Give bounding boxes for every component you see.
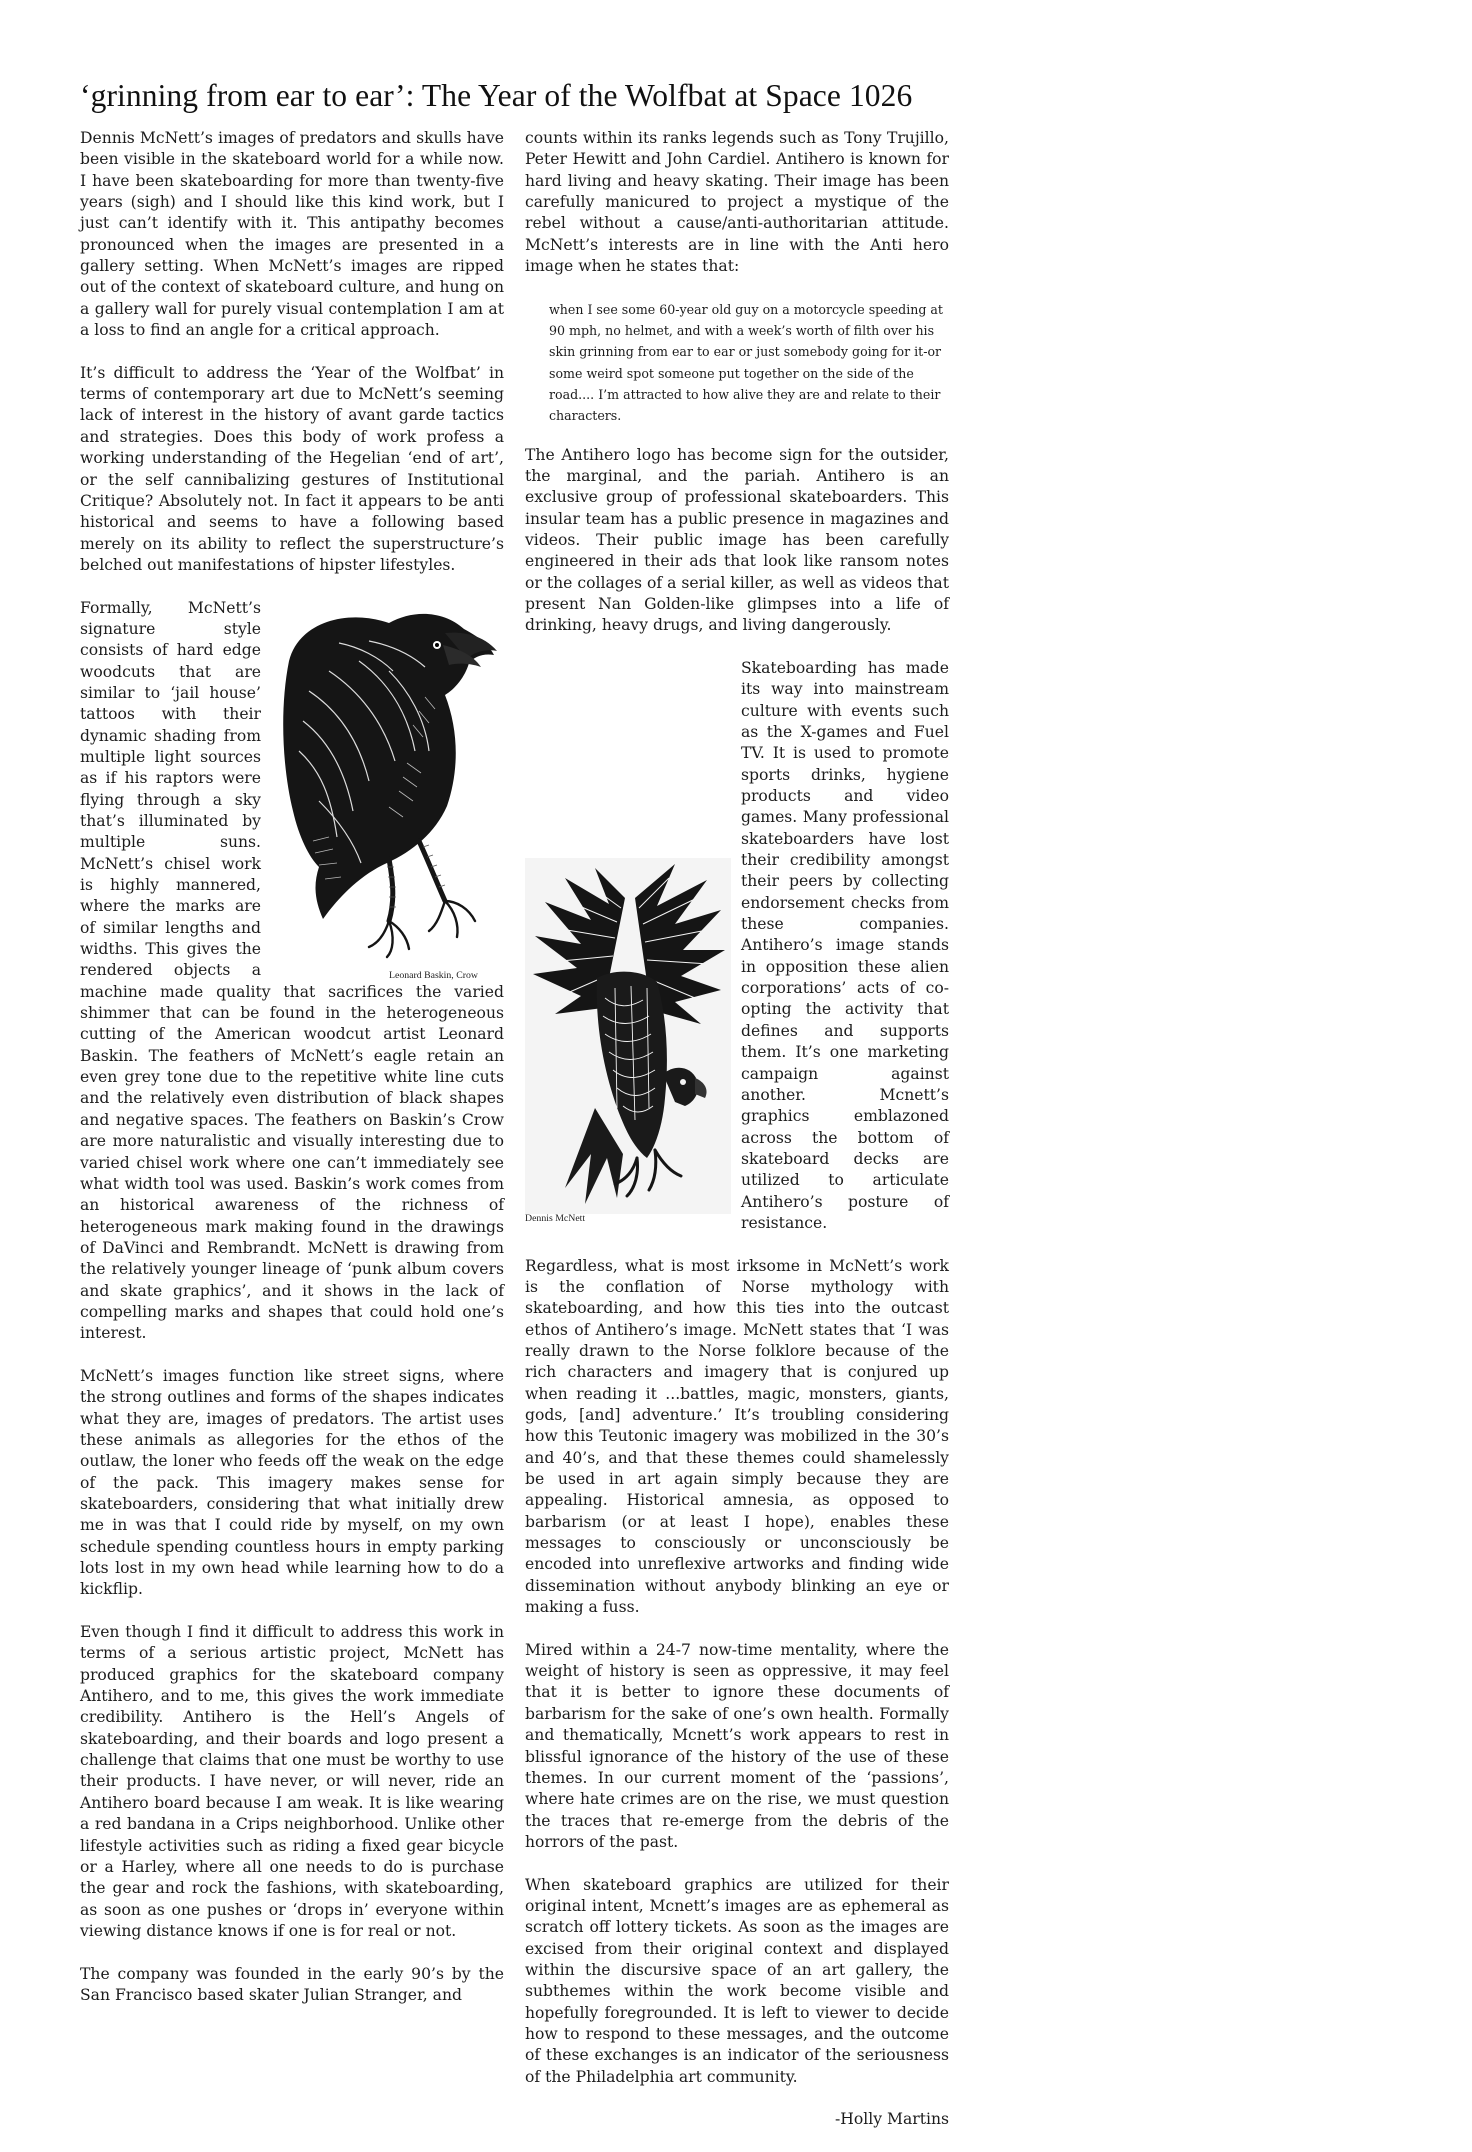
paragraph: Dennis McNett’s images of predators and skulls have been visible in the skateboard world for a while now. I have been skateboarding for more than twenty-five years (sigh) and I should like this kind work, but I just can’t identify with it. This antipathy becomes pronounced when the images are presented in a gallery setting. When McNett’s images are ripped out of the context of skateboard culture, and hung on a gallery wall for purely visual contemplation I am at a loss to find an angle for a critical approach.	[80, 129, 504, 340]
author-signature: -Holly Martins	[834, 2110, 949, 2129]
block-quote: when I see some 60-year old guy on a motorcycle speeding at 90 mph, no helmet, and with a week’s worth of filth over his skin grinning from ear to ear or just somebody going for it-or some weird spot someone put together on the side of the road.... I’m attracted to how alive they are and relate to their characters.	[549, 301, 943, 424]
left-column	[80, 128, 504, 2006]
article-title: ‘grinning from ear to ear’: The Year of the Wolfbat at Space 1026	[80, 78, 913, 113]
paragraph: It’s difficult to address the ‘Year of the Wolfbat’ in terms of contemporary art due to McNett’s seeming lack of interest in the history of avant garde tactics and strategies. Does this body of work profess a working understanding of the Hegelian ‘end of art’, or the self cannibalizing gestures of Institutional Critique? Absolutely not. In fact it appears to be anti historical and seems to have a following based merely on its ability to reflect the superstructure’s belched out manifestations of hipster lifestyles.	[80, 363, 504, 574]
paragraph	[525, 1256, 949, 1619]
paragraph: The company was founded in the early 90’s by the San Francisco based skater Julian Stranger, and	[80, 1964, 504, 2004]
paragraph: Mired within a 24-7 now-time mentality, where the weight of history is seen as oppressive, it may feel that it is better to ignore these documents of barbarism for the sake of one’s own health. Formally and thematically, Mcnett’s work appears to rest in blissful ignorance of the history of the use of these themes. In our current moment of the ‘passions’, where hate crimes are on the rise, we must question the traces that re-emerge from the debris of the horrors of the past.	[525, 1640, 949, 1851]
eagle-woodcut-image	[525, 858, 731, 1214]
paragraph-text: Regardless, what is most irksome in McNett’s work is the conflation of Norse mythology with skateboarding, and how this ties into the outcast ethos of Antihero’s image. McNett states that ‘I was really drawn to the Norse folklore because of the rich characters and imagery that is conjured up when reading it ...battles, magic, monsters, giants, gods, [and] adventure.’ It’s troubling considering how this Teutonic imagery was mobilized in the 30’s and 40’s, and that these themes could shamelessly be used in art again simply because they are appealing. Historical amnesia, as opposed to barbarism (or at least I hope), enables these messages to consciously or unconsciously be encoded into unreflexive artworks and finding wide dissemination without anybody blinking an eye or making a fuss.	[525, 1256, 949, 1617]
paragraph: Even though I find it difficult to address this work in terms of a serious artistic project, McNett has produced graphics for the skateboard company Antihero, and to me, this gives the work immediate credibility. Antihero is the Hell’s Angels of skateboarding, and their boards and logo present a challenge that claims that one must be worthy to use their products. I have never, or will never, ride an Antihero board because I am weak. It is like wearing a red bandana in a Crips neighborhood. Unlike other lifestyle activities such as riding a fixed gear bicycle or a Harley, where all one needs to do is purchase the gear and rock the fashions, with skateboarding, as soon as one pushes or ‘drops in’ everyone within viewing distance knows if one is for real or not.	[80, 1623, 504, 1940]
eagle-caption: Dennis McNett	[525, 1213, 586, 1224]
paragraph: When skateboard graphics are utilized for their original intent, Mcnett’s images are as ephemeral as scratch off lottery tickets. As soon as the images are excised from their original context and displayed within the discursive space of an art gallery, the subthemes within the work become visible and hopefully foregrounded. It is left to viewer to decide how to respond to these messages, and the outcome of these exchanges is an indicator of the seriousness of the Philadelphia art community.	[525, 1875, 949, 2086]
crow-figure	[269, 601, 504, 979]
paragraph-text: Skateboarding has made its way into mainstream culture with events such as the X-games and Fuel TV. It is used to promote sports drinks, hygiene products and video games. Many professional skateboarders have lost their credibility amongst their peers by collecting endorsement checks from these companies. Antihero’s image stands in opposition these alien corporations’ acts of co-opting the activity that defines and supports them. It’s one marketing campaign against another. Mcnett’s graphics emblazoned across the bottom of skateboard decks are utilized to articulate Antihero’s posture of resistance.	[741, 658, 949, 1232]
paragraph: McNett’s images function like street signs, where the strong outlines and forms of the shapes indicates what they are, images of predators. The artist uses these animals as allegories for the ethos of the outlaw, the loner who feeds off the weak on the edge of the pack. This imagery makes sense for skateboarders, considering that what initially drew me in was that I could ride by myself, on my own schedule spending countless hours in empty parking lots lost in my own head while learning how to do a kickflip.	[80, 1366, 504, 1599]
paragraph: The Antihero logo has become sign for the outsider, the marginal, and the pariah. Antihero is an exclusive group of professional skateboarders. This insular team has a public presence in magazines and videos. Their public image has been carefully engineered in their ads that look like ransom notes or the collages of a serial killer, as well as videos that present Nan Golden-like glimpses into a life of drinking, heavy drugs, and living dangerously.	[525, 445, 949, 635]
crow-woodcut-image	[269, 601, 504, 963]
paragraph	[80, 598, 504, 1345]
eagle-figure	[525, 858, 731, 1228]
paragraph-text: Formally, McNett’s signature style consists of hard edge woodcuts that are similar to ‘jail house’ tattoos with their dynamic shading from multiple light sources as if his raptors were flying through a sky that’s illuminated by multiple suns. McNett’s chisel work is highly mannered, where the marks are of similar lengths and widths. This gives the rendered objects a machine made quality that sacrifices the varied shimmer that can be found in the heterogeneous cutting of the American woodcut artist Leonard Baskin. The feathers of McNett’s eagle retain an even grey tone due to the repetitive white line cuts and the relatively even distribution of black shapes and negative spaces. The feathers on Baskin’s Crow are more naturalistic and visually interesting due to varied chisel work where one can’t immediately see what width tool was used. Baskin’s work comes from an historical awareness of the richness of heterogeneous mark making found in the drawings of DaVinci and Rembrandt. McNett is drawing from the relatively younger lineage of ‘punk album covers and skate graphics’, and it shows in the lack of compelling marks and shapes that could hold one’s interest.	[80, 598, 504, 1343]
crow-caption: Leonard Baskin, Crow	[389, 969, 478, 981]
paragraph: counts within its ranks legends such as Tony Trujillo, Peter Hewitt and John Cardiel. Antihero is known for hard living and heavy skating. Their image has been carefully manicured to project a mystique of the rebel without a cause/anti-authoritarian attitude. McNett’s interests are in line with the Anti hero image when he states that:	[525, 129, 949, 276]
